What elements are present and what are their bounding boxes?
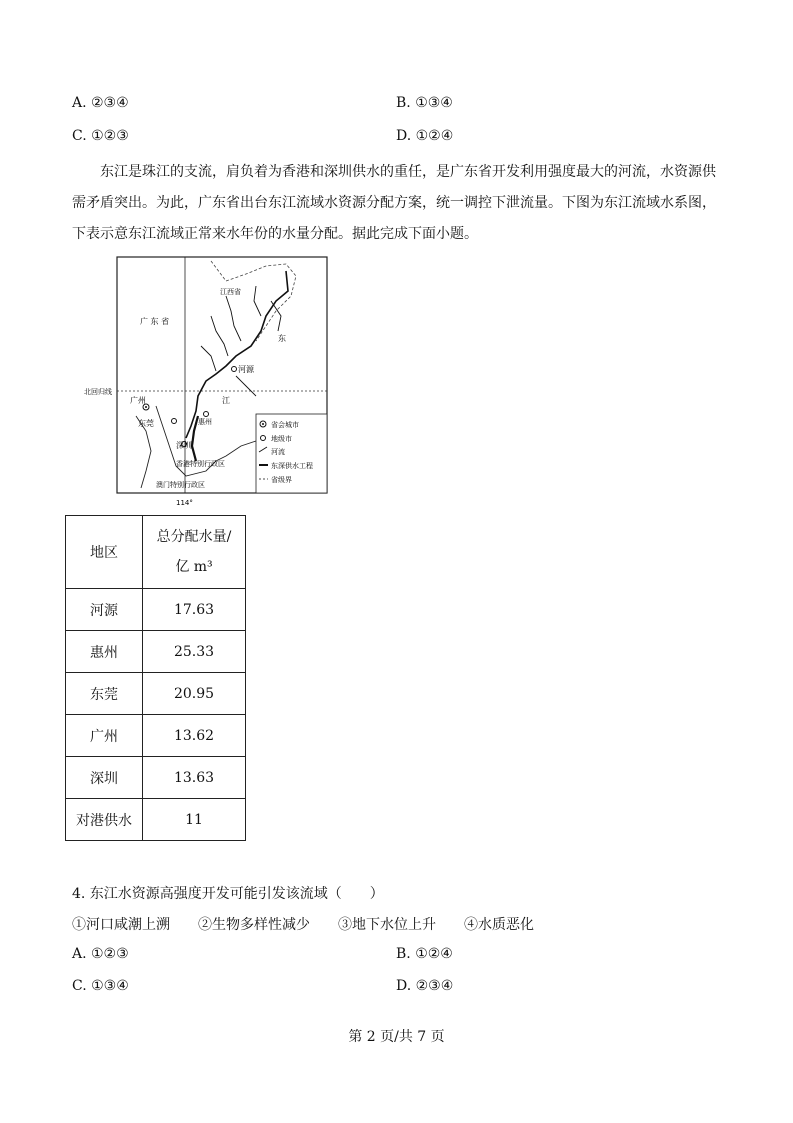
intro-line-1: 东江是珠江的支流，肩负着为香港和深圳供水的重任，是广东省开发利用强度最大的河流，水资源供 — [100, 164, 716, 180]
table-row — [66, 799, 246, 841]
cell-value: 13.62 — [143, 715, 246, 757]
label-guangdong: 广 东 省 — [140, 317, 170, 326]
label-tropic: 北回归线 — [84, 388, 112, 396]
cell-value: 17.63 — [143, 589, 246, 631]
cell-region: 广州 — [66, 715, 143, 757]
legend-water-project: 东深供水工程 — [271, 462, 313, 470]
table-row — [66, 757, 246, 799]
option-d[interactable]: D. ②③④ — [396, 978, 454, 994]
table-row — [66, 673, 246, 715]
intro-line-3: 下表示意东江流域正常来水年份的水量分配。据此完成下面小题。 — [72, 226, 478, 242]
legend-river: 河流 — [271, 448, 285, 456]
label-guangzhou: 广州 — [130, 396, 146, 405]
cell-region: 深圳 — [66, 757, 143, 799]
option-b-prev: B. ①③④ — [396, 95, 453, 111]
option-a-prev: A. ②③④ — [72, 95, 129, 111]
cell-value: 25.33 — [143, 631, 246, 673]
option-c[interactable]: C. ①③④ — [72, 978, 129, 994]
cell-region: 对港供水 — [66, 799, 143, 841]
header-value-line2: 亿 m³ — [175, 559, 213, 575]
legend-capital: 省会城市 — [271, 421, 299, 429]
header-value — [143, 516, 246, 589]
label-hk: 香港特别行政区 — [176, 460, 225, 468]
header-value-line1: 总分配水量/ — [156, 529, 232, 545]
header-region: 地区 — [66, 516, 143, 589]
cell-region: 惠州 — [66, 631, 143, 673]
intro-line-2: 需矛盾突出。为此，广东省出台东江流域水资源分配方案，统一调控下泄流量。下图为东江流域水系图， — [72, 195, 716, 211]
label-heyuan: 河源 — [238, 365, 254, 374]
label-longitude: 114° — [176, 499, 193, 507]
cell-value: 20.95 — [143, 673, 246, 715]
table-row — [66, 589, 246, 631]
table-header-row — [66, 516, 246, 589]
cell-value: 11 — [143, 799, 246, 841]
label-macau: 澳门特别行政区 — [156, 481, 205, 489]
table-row — [66, 631, 246, 673]
cell-region: 东莞 — [66, 673, 143, 715]
label-jiangxi: 江西省 — [220, 288, 241, 296]
label-huizhou: 惠州 — [198, 418, 212, 426]
cell-region: 河源 — [66, 589, 143, 631]
cell-value: 13.63 — [143, 757, 246, 799]
page-footer: 第 2 页/共 7 页 — [348, 1029, 445, 1045]
water-allocation-table — [65, 515, 246, 841]
label-shenzhen: 深圳 — [176, 441, 192, 450]
question-4-stem: 4. 东江水资源高强度开发可能引发该流域（ ） — [72, 886, 384, 902]
option-b[interactable]: B. ①②④ — [396, 946, 453, 962]
option-a[interactable]: A. ①②③ — [72, 946, 129, 962]
dongjiang-basin-map — [84, 256, 331, 508]
option-d-prev: D. ①②④ — [396, 128, 454, 144]
option-c-prev: C. ①②③ — [72, 128, 129, 144]
label-dongguan: 东莞 — [138, 419, 154, 428]
question-4-items: ①河口咸潮上溯 ②生物多样性减少 ③地下水位上升 ④水质恶化 — [72, 917, 534, 933]
legend-prefecture: 地级市 — [271, 435, 292, 443]
label-river-jiang: 江 — [222, 396, 230, 405]
legend-province-border: 省级界 — [271, 476, 292, 484]
label-river-dong: 东 — [278, 334, 286, 343]
table-row — [66, 715, 246, 757]
